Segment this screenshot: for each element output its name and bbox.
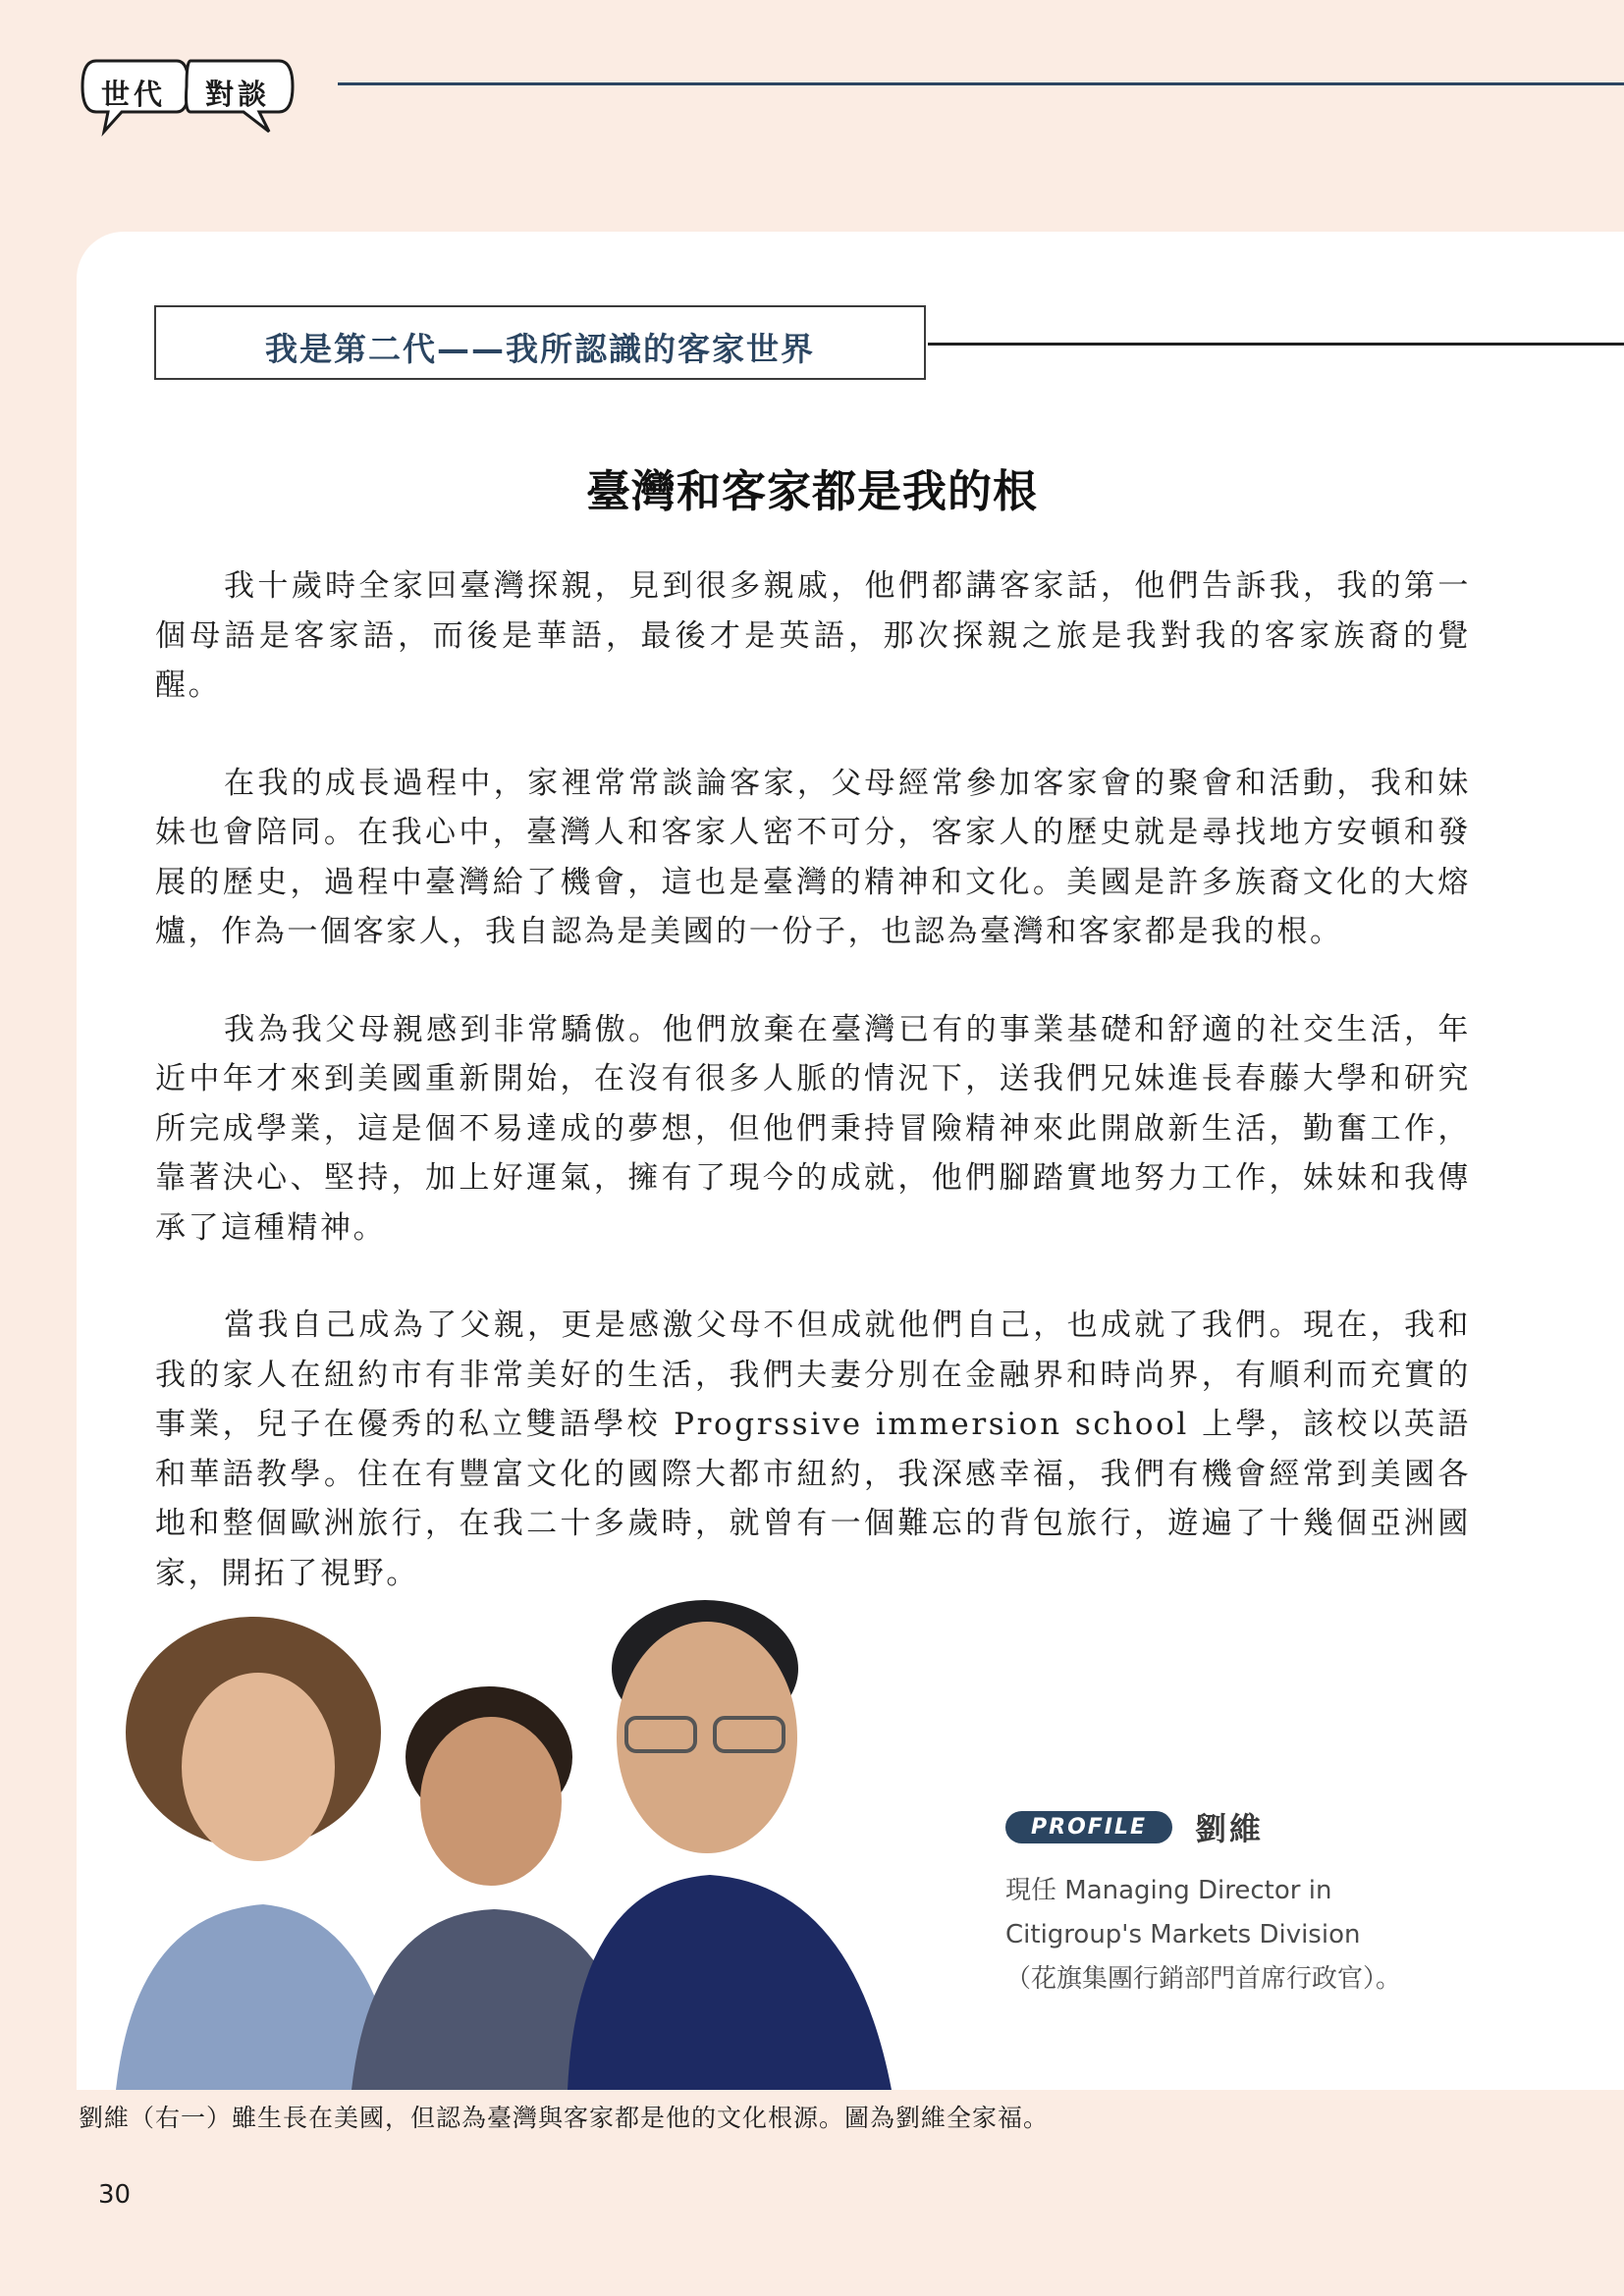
profile-desc-line: 現任 Managing Director in <box>1005 1876 1332 1905</box>
brand-logo <box>77 57 297 137</box>
brand-text-left: 世代 <box>101 78 167 111</box>
section-rule <box>928 343 1624 346</box>
profile-desc-line: Citigroup's Markets Division <box>1005 1920 1361 1949</box>
article-paragraph: 當我自己成為了父親，更是感激父母不但成就他們自己，也成就了我們。現在，我和我的家人在紐約市有非常美好的生活，我們夫妻分別在金融界和時尚界，有順利而充實的事業，兒子在優秀的私立雙語學校 Progrssive immersion school 上學，該校以英語和華語教學。住在有豐富文化的國際大都市紐約，我深感幸福，我們有機會經常到美國各地和整個歐洲旅行，在我二十多歲時，就曾有一個難忘的背包旅行，遊遍了十幾個亞洲國家，開拓了視野。 <box>155 1308 1471 1591</box>
brand-text-right: 對談 <box>205 78 271 111</box>
article-body <box>155 561 1471 1646</box>
article-paragraph: 我十歲時全家回臺灣探親，見到很多親戚，他們都講客家話，他們告訴我，我的第一個母語是客家語，而後是華語，最後才是英語，那次探親之旅是我對我的客家族裔的覺醒。 <box>155 568 1471 703</box>
profile-desc-line: （花旗集團行銷部門首席行政官）。 <box>1005 1964 1402 1994</box>
section-label: 我是第二代——我所認識的客家世界 <box>265 330 815 368</box>
article-paragraph: 在我的成長過程中，家裡常常談論客家，父母經常參加客家會的聚會和活動，我和妹妹也會陪同。在我心中，臺灣人和客家人密不可分，客家人的歷史就是尋找地方安頓和發展的歷史，過程中臺灣給了機會，這也是臺灣的精神和文化。美國是許多族裔文化的大熔爐，作為一個客家人，我自認為是美國的一份子，也認為臺灣和客家都是我的根。 <box>155 765 1471 949</box>
section-label-box <box>154 305 926 380</box>
family-photo <box>77 1590 901 2090</box>
article-headline: 臺灣和客家都是我的根 <box>585 465 1038 517</box>
page-number: 30 <box>98 2180 132 2210</box>
profile-name: 劉維 <box>1195 1810 1265 1847</box>
photo-caption: 劉維（右一）雖生長在美國，但認為臺灣與客家都是他的文化根源。圖為劉維全家福。 <box>79 2104 1050 2132</box>
article-paragraph: 我為我父母親感到非常驕傲。他們放棄在臺灣已有的事業基礎和舒適的社交生活，年近中年才來到美國重新開始，在沒有很多人脈的情況下，送我們兄妹進長春藤大學和研究所完成學業，這是個不易達成的夢想，但他們秉持冒險精神來此開啟新生活，勤奮工作，靠著決心、堅持，加上好運氣，擁有了現今的成就，他們腳踏實地努力工作，妹妹和我傳承了這種精神。 <box>155 1011 1471 1246</box>
profile-block <box>1005 1804 1555 2002</box>
profile-description <box>1005 1869 1555 2002</box>
header-rule <box>338 82 1624 85</box>
profile-badge: PROFILE <box>1005 1811 1172 1843</box>
